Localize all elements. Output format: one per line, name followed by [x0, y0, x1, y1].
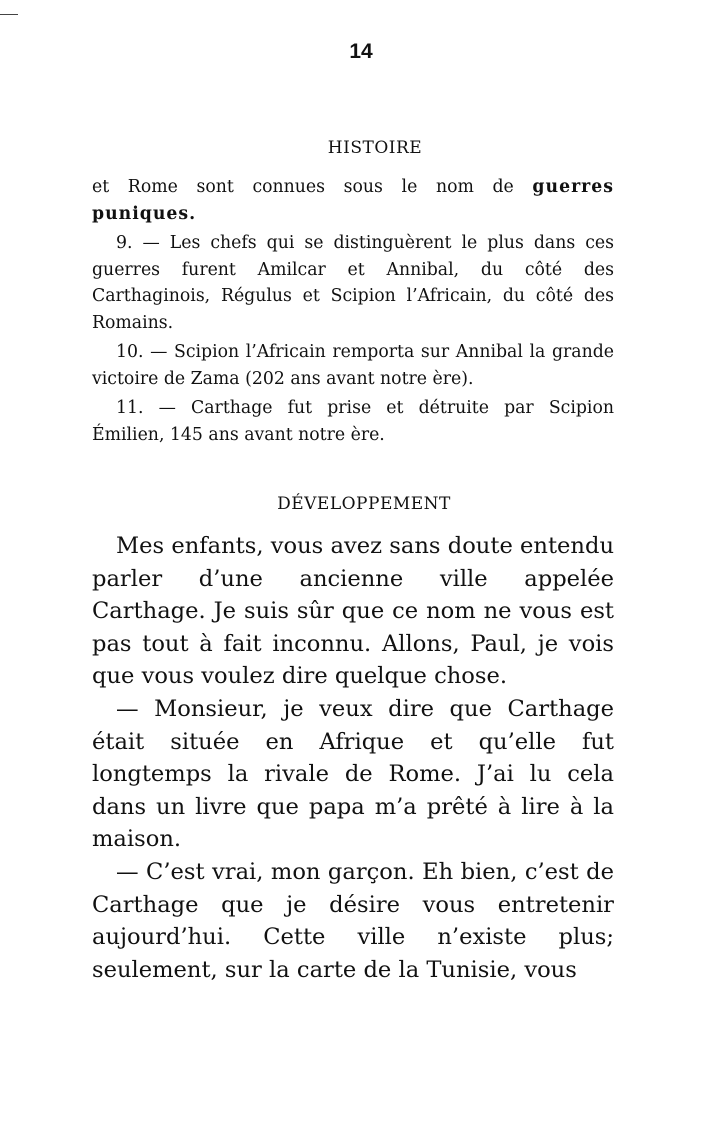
summary-item-9: 9. — Les chefs qui se distinguèrent le plus dans ces guerres furent Amilcar et Annibal, du côté des Carthaginois, Régulus et Scipion l’Africain, du côté des Romains.	[92, 233, 614, 333]
corner-rule	[0, 14, 18, 15]
development-paragraph-2: — Monsieur, je veux dire que Carthage était située en Afrique et qu’elle fut longtemps la rivale de Rome. J’ai lu cela dans un livre que papa m’a prêté à lire à la maison.	[92, 695, 614, 853]
summary-continuation	[92, 174, 614, 227]
development-paragraph-3: — C’est vrai, mon garçon. Eh bien, c’est de Carthage que je désire vous entretenir aujourd’hui. Cette ville n’existe plus; seulement, sur la carte de la Tunisie, vous	[92, 858, 614, 983]
section-heading-developpement: DÉVELOPPEMENT	[277, 494, 451, 514]
development-text	[92, 530, 614, 986]
continuation-bold-term: guerres puniques.	[92, 177, 614, 224]
section-heading-histoire: HISTOIRE	[327, 138, 423, 158]
development-paragraph-1: Mes enfants, vous avez sans doute entendu parler d’une ancienne ville appelée Carthage. Je suis sûr que ce nom ne vous est pas tout à fait inconnu. Allons, Paul, je vois que vous voulez dire quelque chose.	[92, 533, 614, 690]
summary-item-10: 10. — Scipion l’Africain remporta sur Annibal la grande victoire de Zama (202 ans avant notre ère).	[92, 342, 614, 389]
page-number: 14	[349, 40, 373, 63]
summary-item-11: 11. — Carthage fut prise et détruite par Scipion Émilien, 145 ans avant notre ère.	[92, 398, 614, 445]
continuation-text: et Rome sont connues sous le nom de	[92, 177, 533, 197]
summary-block	[92, 174, 614, 448]
